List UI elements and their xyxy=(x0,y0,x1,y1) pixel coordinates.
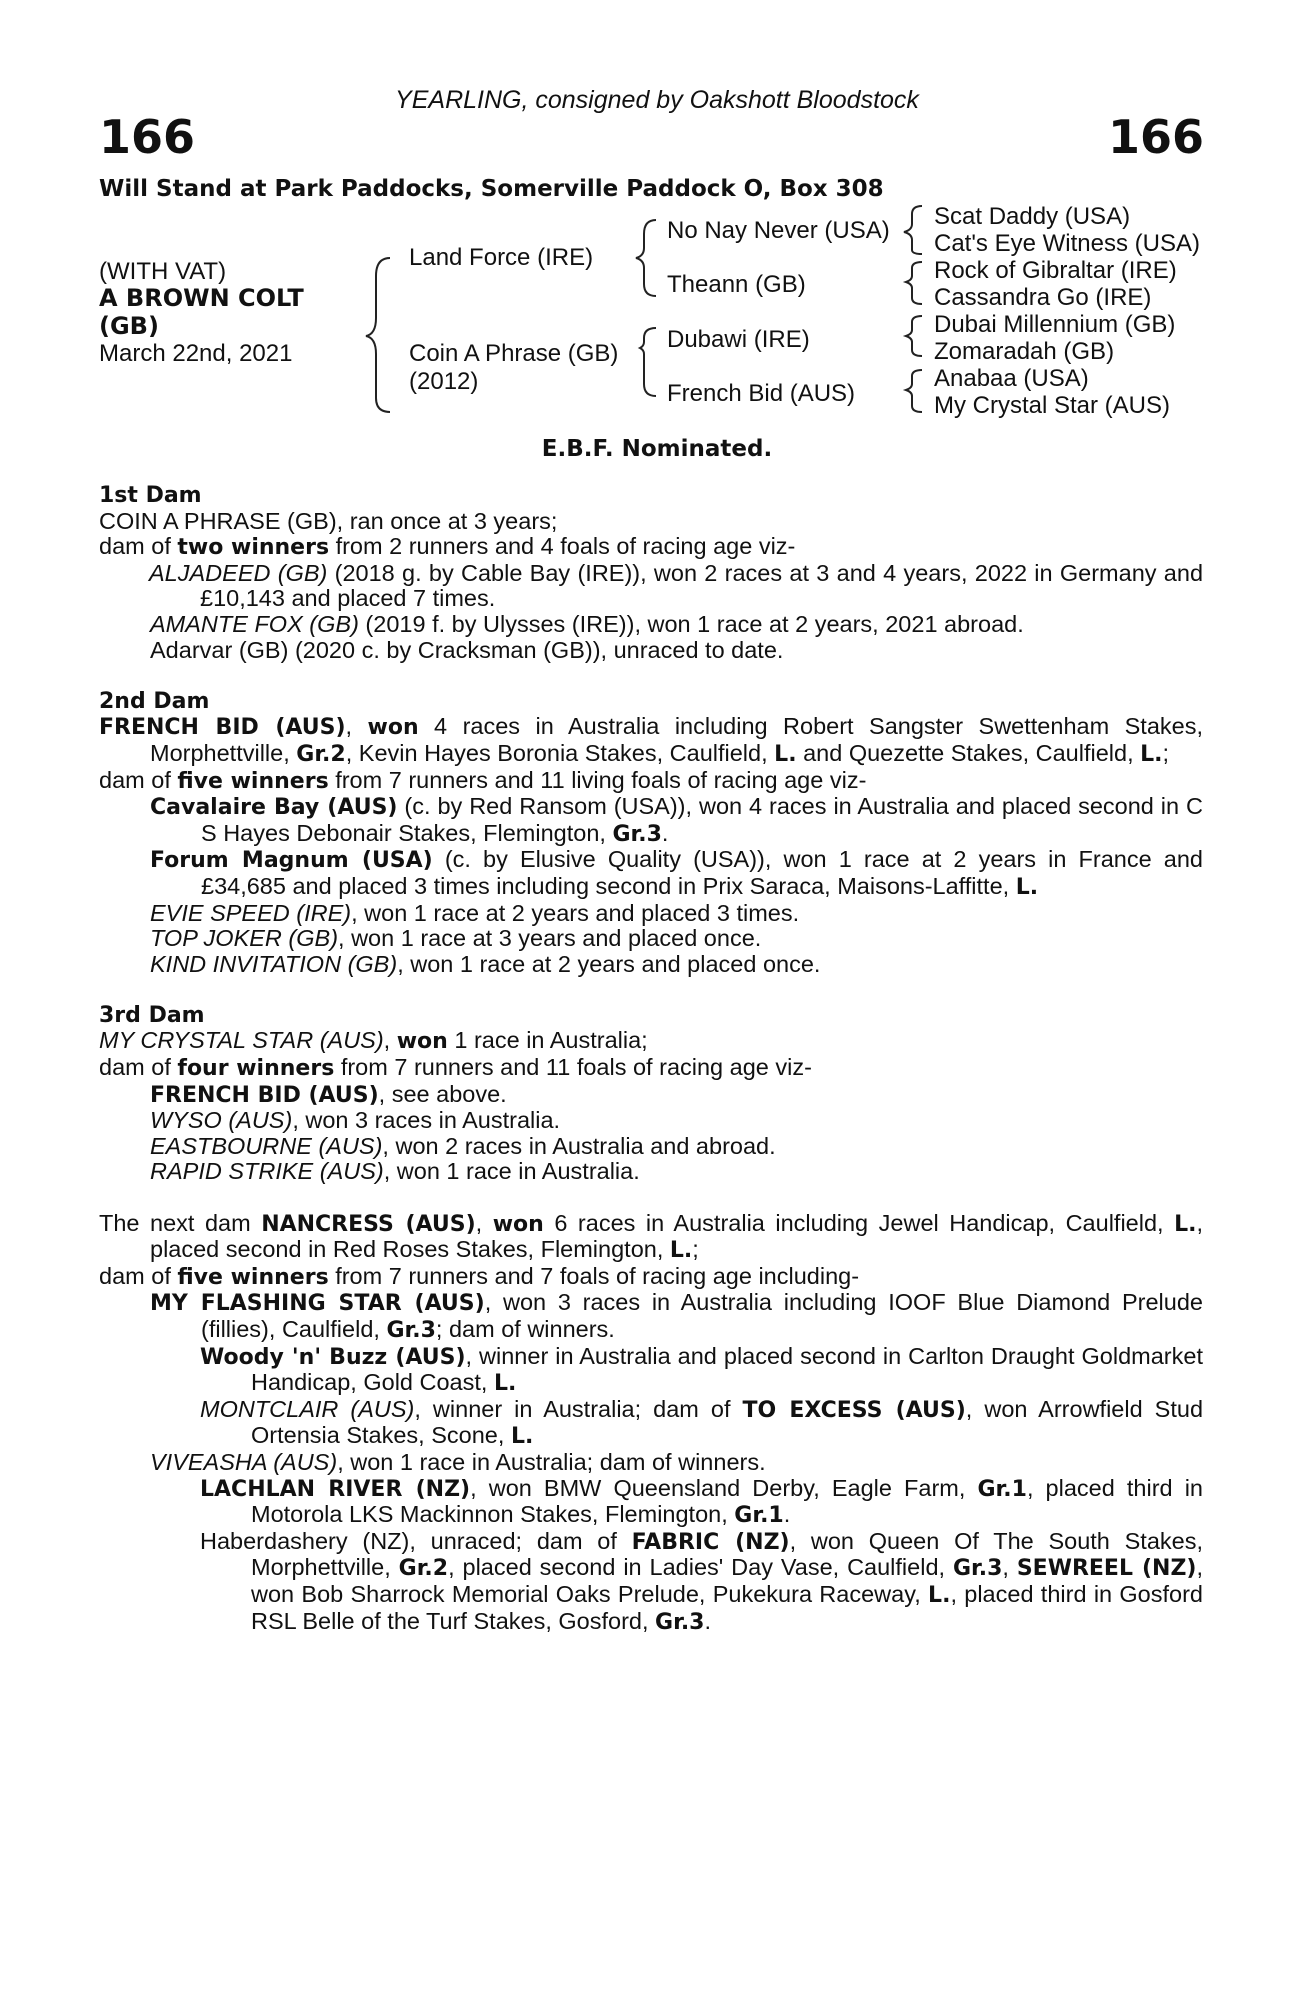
stand-location: Will Stand at Park Paddocks, Somerville Paddock O, Box 308 xyxy=(99,176,884,202)
vat-note: (WITH VAT) xyxy=(99,258,227,285)
offspring-kind-invitation: KIND INVITATION (GB), won 1 race at 2 years and placed once. xyxy=(150,950,821,977)
second-dam-produce: dam of five winners from 7 runners and 11 living foals of racing age viz- xyxy=(99,766,867,794)
lot-number-right: 166 xyxy=(1107,110,1204,164)
first-dam-produce: dam of two winners from 2 runners and 4 foals of racing age viz- xyxy=(99,533,796,561)
pedigree-ddd: My Crystal Star (AUS) xyxy=(934,392,1171,419)
pedigree-sire-sire: No Nay Never (USA) xyxy=(667,217,890,244)
offspring-rapid-strike: RAPID STRIKE (AUS), won 1 race in Australia. xyxy=(150,1158,640,1185)
third-dam-line: MY CRYSTAL STAR (AUS), won 1 race in Australia; xyxy=(99,1027,648,1055)
pedigree-dsd: Zomaradah (GB) xyxy=(934,338,1115,365)
pedigree-dam: Coin A Phrase (GB) xyxy=(409,340,619,367)
offspring-aljadeed: ALJADEED (GB) (2018 g. by Cable Bay (IRE)), won 2 races at 3 and 4 years, 2022 in Germany and £10,143 and placed 7 times. xyxy=(149,559,1204,612)
offspring-top-joker: TOP JOKER (GB), won 1 race at 3 years and placed once. xyxy=(150,925,762,952)
pedigree-dam-sire: Dubawi (IRE) xyxy=(667,326,810,353)
offspring-amante-fox: AMANTE FOX (GB) (2019 f. by Ulysses (IRE)), won 1 race at 2 years, 2021 abroad. xyxy=(150,610,1024,637)
third-dam-produce: dam of four winners from 7 runners and 11 foals of racing age viz- xyxy=(99,1054,812,1082)
offspring-woody-n-buzz: Woody 'n' Buzz (AUS), winner in Australia and placed second in Carlton Draught Goldmarket Handicap, Gold Coast, L. xyxy=(200,1342,1203,1397)
offspring-haberdashery: Haberdashery (NZ), unraced; dam of FABRIC (NZ), won Queen Of The South Stakes, Morphettville, Gr.2, placed second in Ladies' Day Vase, Caulfield, Gr.3, SEWREEL (NZ), won Bob Sharrock Memorial Oaks Prelude, Pukekura Raceway, L., placed third in Gosford RSL Belle of the Turf Stakes, Gosford, Gr.3. xyxy=(200,1527,1204,1635)
offspring-evie-speed: EVIE SPEED (IRE), won 1 race at 2 years and placed 3 times. xyxy=(150,899,800,926)
second-dam-heading: 2nd Dam xyxy=(99,688,210,714)
second-dam-line: FRENCH BID (AUS), won 4 races in Australia including Robert Sangster Swettenham Stakes, Morphettville, Gr.2, Kevin Hayes Boronia Stakes, Caulfield, L. and Quezette Stakes, Caulfield, L.; xyxy=(99,713,1203,767)
third-dam-heading: 3rd Dam xyxy=(99,1002,205,1028)
offspring-forum-magnum: Forum Magnum (USA) (c. by Elusive Quality (USA)), won 1 race at 2 years in France and £34,685 and placed 3 times including second in Prix Saraca, Maisons-Laffitte, L. xyxy=(150,846,1203,900)
pedigree-sdd: Cassandra Go (IRE) xyxy=(934,284,1152,311)
next-dam-produce: dam of five winners from 7 runners and 7 foals of racing age including- xyxy=(99,1262,860,1290)
catalogue-body xyxy=(99,483,1203,1635)
offspring-adarvar: Adarvar (GB) (2020 c. by Cracksman (GB)), unraced to date. xyxy=(150,636,784,663)
lot-number-left: 166 xyxy=(99,110,196,164)
horse-origin: (GB) xyxy=(99,312,159,340)
offspring-wyso: WYSO (AUS), won 3 races in Australia. xyxy=(150,1107,561,1134)
pedigree-dds: Anabaa (USA) xyxy=(934,365,1089,392)
offspring-my-flashing-star: MY FLASHING STAR (AUS), won 3 races in Australia including IOOF Blue Diamond Prelude (fillies), Caulfield, Gr.3; dam of winners. xyxy=(150,1289,1203,1343)
offspring-montclair: MONTCLAIR (AUS), winner in Australia; dam of TO EXCESS (AUS), won Arrowfield Stud Ortensia Stakes, Scone, L. xyxy=(200,1395,1204,1450)
ebf-nominated: E.B.F. Nominated. xyxy=(541,436,773,462)
pedigree-dam-year: (2012) xyxy=(409,368,479,395)
foaling-date: March 22nd, 2021 xyxy=(99,340,293,367)
pedigree-dss: Dubai Millennium (GB) xyxy=(934,311,1176,338)
pedigree-sds: Rock of Gibraltar (IRE) xyxy=(934,257,1177,284)
pedigree-sire-dam: Theann (GB) xyxy=(667,271,806,298)
offspring-eastbourne: EASTBOURNE (AUS), won 2 races in Australia and abroad. xyxy=(150,1132,776,1159)
first-dam-line: COIN A PHRASE (GB), ran once at 3 years; xyxy=(99,507,558,534)
horse-description: A BROWN COLT xyxy=(99,284,304,312)
first-dam-heading: 1st Dam xyxy=(99,483,202,508)
pedigree-dam-dam: French Bid (AUS) xyxy=(667,380,856,407)
pedigree-ssd: Cat's Eye Witness (USA) xyxy=(934,230,1200,257)
pedigree-sire: Land Force (IRE) xyxy=(409,244,594,271)
offspring-lachlan-river: LACHLAN RIVER (NZ), won BMW Queensland Derby, Eagle Farm, Gr.1, placed third in Motorola LKS Mackinnon Stakes, Flemington, Gr.1. xyxy=(200,1474,1203,1529)
offspring-viveasha: VIVEASHA (AUS), won 1 race in Australia; dam of winners. xyxy=(150,1448,766,1475)
offspring-french-bid: FRENCH BID (AUS), see above. xyxy=(150,1080,507,1108)
offspring-cavalaire-bay: Cavalaire Bay (AUS) (c. by Red Ransom (USA)), won 4 races in Australia and placed second in C S Hayes Debonair Stakes, Flemington, Gr.3. xyxy=(150,793,1203,847)
consignment-line: YEARLING, consigned by Oakshott Bloodstock xyxy=(395,86,919,114)
next-dam-line: The next dam NANCRESS (AUS), won 6 races in Australia including Jewel Handicap, Caulfield, L., placed second in Red Roses Stakes, Flemington, L.; xyxy=(99,1209,1203,1264)
pedigree-sss: Scat Daddy (USA) xyxy=(934,203,1131,230)
